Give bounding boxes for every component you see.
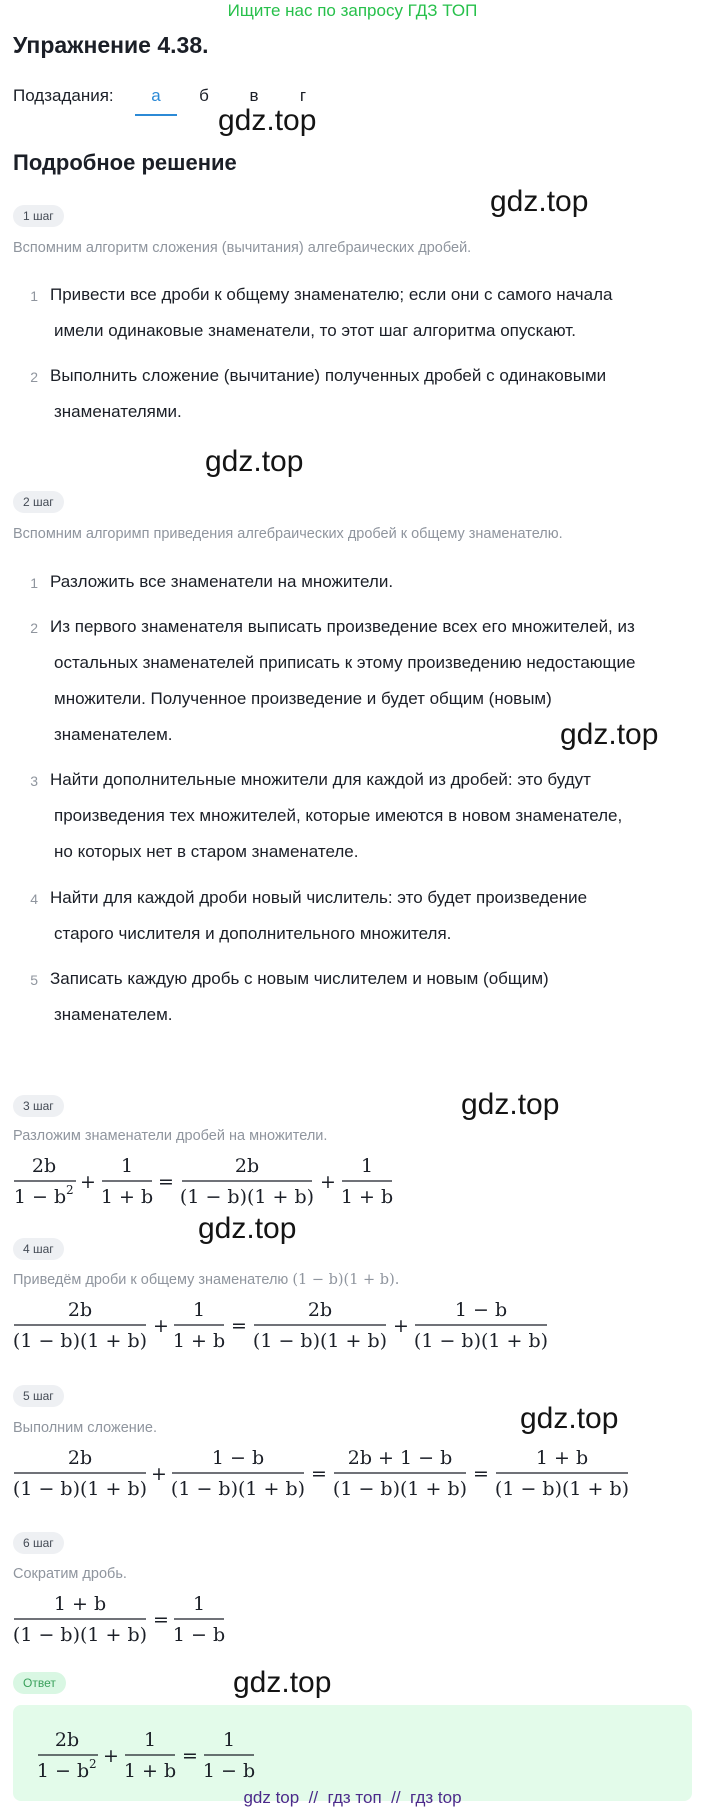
watermark: gdz.top xyxy=(218,104,317,137)
step-note: Разложим знаменатели дробей на множители. xyxy=(13,1128,328,1144)
list-item: Из первого знаменателя выписать произведение всех его множителей, из xyxy=(50,617,635,636)
denominator: 1 − b xyxy=(202,1760,256,1782)
plus-sign: + xyxy=(153,1315,169,1337)
list-item: знаменателями. xyxy=(54,402,182,421)
step-badge: 2 шаг xyxy=(13,491,64,513)
step-badge: 5 шаг xyxy=(13,1385,64,1407)
formula-step5 xyxy=(0,1440,705,1502)
list-item: Выполнить сложение (вычитание) полученных дробей с одинаковыми xyxy=(50,366,607,385)
step-note-math: (1 − b)(1 + b). xyxy=(292,1272,400,1288)
step-note: Вспомним алгоримп приведения алгебраических дробей к общему знаменателю. xyxy=(13,526,563,542)
watermark: gdz.top xyxy=(520,1402,619,1435)
list-item: знаменателем. xyxy=(54,1005,173,1024)
watermark: gdz.top xyxy=(461,1088,560,1121)
step-badge: 1 шаг xyxy=(13,205,64,227)
plus-sign: + xyxy=(80,1171,96,1193)
equals-sign: = xyxy=(158,1171,174,1193)
list-number: 4 xyxy=(30,891,38,907)
section-title: Подробное решение xyxy=(13,150,237,175)
denominator: 1 − b xyxy=(13,1186,67,1208)
list-number: 1 xyxy=(30,288,38,304)
numerator: 1 xyxy=(192,1299,206,1321)
list-number: 1 xyxy=(30,575,38,591)
denominator: (1 − b)(1 + b) xyxy=(413,1330,549,1352)
numerator: 1 + b xyxy=(53,1593,107,1615)
denominator: 1 + b xyxy=(340,1186,394,1208)
list-item: знаменателем. xyxy=(54,725,173,744)
numerator: 2b xyxy=(54,1729,80,1751)
numerator: 1 xyxy=(192,1593,206,1615)
step-note: Сократим дробь. xyxy=(13,1566,127,1582)
equals-sign: = xyxy=(473,1463,489,1485)
denominator: 1 + b xyxy=(100,1186,154,1208)
subtask-tab-g[interactable]: г xyxy=(299,86,307,105)
denominator: 1 + b xyxy=(123,1760,177,1782)
list-item: множители. Полученное произведение и будет общим (новым) xyxy=(54,689,552,708)
plus-sign: + xyxy=(320,1171,336,1193)
numerator: 1 xyxy=(143,1729,157,1751)
plus-sign: + xyxy=(151,1463,167,1485)
list-item: произведения тех множителей, которые имеются в новом знаменателе, xyxy=(54,806,623,825)
numerator: 1 − b xyxy=(454,1299,508,1321)
list-number: 3 xyxy=(30,773,38,789)
answer-badge: Ответ xyxy=(13,1672,66,1694)
subtask-tab-a[interactable]: а xyxy=(151,86,161,105)
plus-sign: + xyxy=(103,1745,119,1767)
numerator: 1 xyxy=(360,1155,374,1177)
page-title: Упражнение 4.38. xyxy=(13,32,209,58)
watermark: gdz.top xyxy=(560,718,659,751)
watermark: gdz.top xyxy=(205,445,304,478)
list-item: имели одинаковые знаменатели, то этот шаг алгоритма опускают. xyxy=(54,321,576,340)
denominator: (1 − b)(1 + b) xyxy=(494,1478,630,1500)
denominator: (1 − b)(1 + b) xyxy=(170,1478,306,1500)
numerator: 2b xyxy=(307,1299,333,1321)
list-item: Разложить все знаменатели на множители. xyxy=(50,572,394,591)
watermark: gdz.top xyxy=(233,1666,332,1699)
numerator: 2b xyxy=(67,1447,93,1469)
denominator: (1 − b)(1 + b) xyxy=(12,1478,148,1500)
exponent: 2 xyxy=(89,1757,97,1771)
equals-sign: = xyxy=(311,1463,327,1485)
equals-sign: = xyxy=(153,1609,169,1631)
denominator: 1 + b xyxy=(172,1330,226,1352)
watermark: gdz.top xyxy=(490,185,589,218)
step-note-text: Приведём дроби к общему знаменателю xyxy=(13,1272,289,1288)
list-item: старого числителя и дополнительного множителя. xyxy=(54,924,452,943)
numerator: 2b + 1 − b xyxy=(347,1447,453,1469)
numerator: 1 xyxy=(222,1729,236,1751)
step-badge: 6 шаг xyxy=(13,1532,64,1554)
plus-sign: + xyxy=(393,1315,409,1337)
numerator: 1 xyxy=(120,1155,134,1177)
list-number: 2 xyxy=(30,620,38,636)
denominator: (1 − b)(1 + b) xyxy=(332,1478,468,1500)
step-badge: 3 шаг xyxy=(13,1095,64,1117)
list-item: Найти для каждой дроби новый числитель: это будет произведение xyxy=(50,888,588,907)
active-tab-indicator xyxy=(135,114,177,116)
watermark: gdz.top xyxy=(198,1212,297,1245)
step-badge: 4 шаг xyxy=(13,1238,64,1260)
formula-step4 xyxy=(0,1292,705,1354)
numerator: 2b xyxy=(31,1155,57,1177)
list-number: 5 xyxy=(30,972,38,988)
step-note xyxy=(13,1272,399,1288)
step-note: Выполним сложение. xyxy=(13,1420,157,1436)
list-item: остальных знаменателей приписать к этому произведению недостающие xyxy=(54,653,636,672)
denominator: (1 − b)(1 + b) xyxy=(252,1330,388,1352)
subtask-tab-v[interactable]: в xyxy=(249,86,259,105)
list-item: но которых нет в старом знаменателе. xyxy=(54,842,359,861)
denominator: (1 − b)(1 + b) xyxy=(179,1186,315,1208)
list-item: Привести все дроби к общему знаменателю; если они с самого начала xyxy=(50,285,613,304)
exponent: 2 xyxy=(66,1183,74,1197)
footer-links[interactable]: gdz top // гдз топ // гдз top xyxy=(243,1788,462,1807)
step-note: Вспомним алгоритм сложения (вычитания) алгебраических дробей. xyxy=(13,240,472,256)
numerator: 2b xyxy=(67,1299,93,1321)
promo-banner[interactable]: Ищите нас по запросу ГДЗ ТОП xyxy=(227,1,478,20)
formula-step3 xyxy=(0,1148,705,1210)
list-item: Найти дополнительные множители для каждой из дробей: это будут xyxy=(50,770,591,789)
formula-step6 xyxy=(0,1586,705,1648)
denominator: (1 − b)(1 + b) xyxy=(12,1330,148,1352)
equals-sign: = xyxy=(231,1315,247,1337)
denominator: (1 − b)(1 + b) xyxy=(12,1624,148,1646)
denominator: 1 − b xyxy=(36,1760,90,1782)
numerator: 1 + b xyxy=(535,1447,589,1469)
denominator: 1 − b xyxy=(172,1624,226,1646)
subtask-tab-b[interactable]: б xyxy=(199,86,209,105)
list-number: 2 xyxy=(30,369,38,385)
equals-sign: = xyxy=(182,1745,198,1767)
formula-answer xyxy=(0,1722,705,1784)
numerator: 2b xyxy=(234,1155,260,1177)
subtasks-label: Подзадания: xyxy=(13,86,114,105)
numerator: 1 − b xyxy=(211,1447,265,1469)
list-item: Записать каждую дробь с новым числителем и новым (общим) xyxy=(50,969,549,988)
